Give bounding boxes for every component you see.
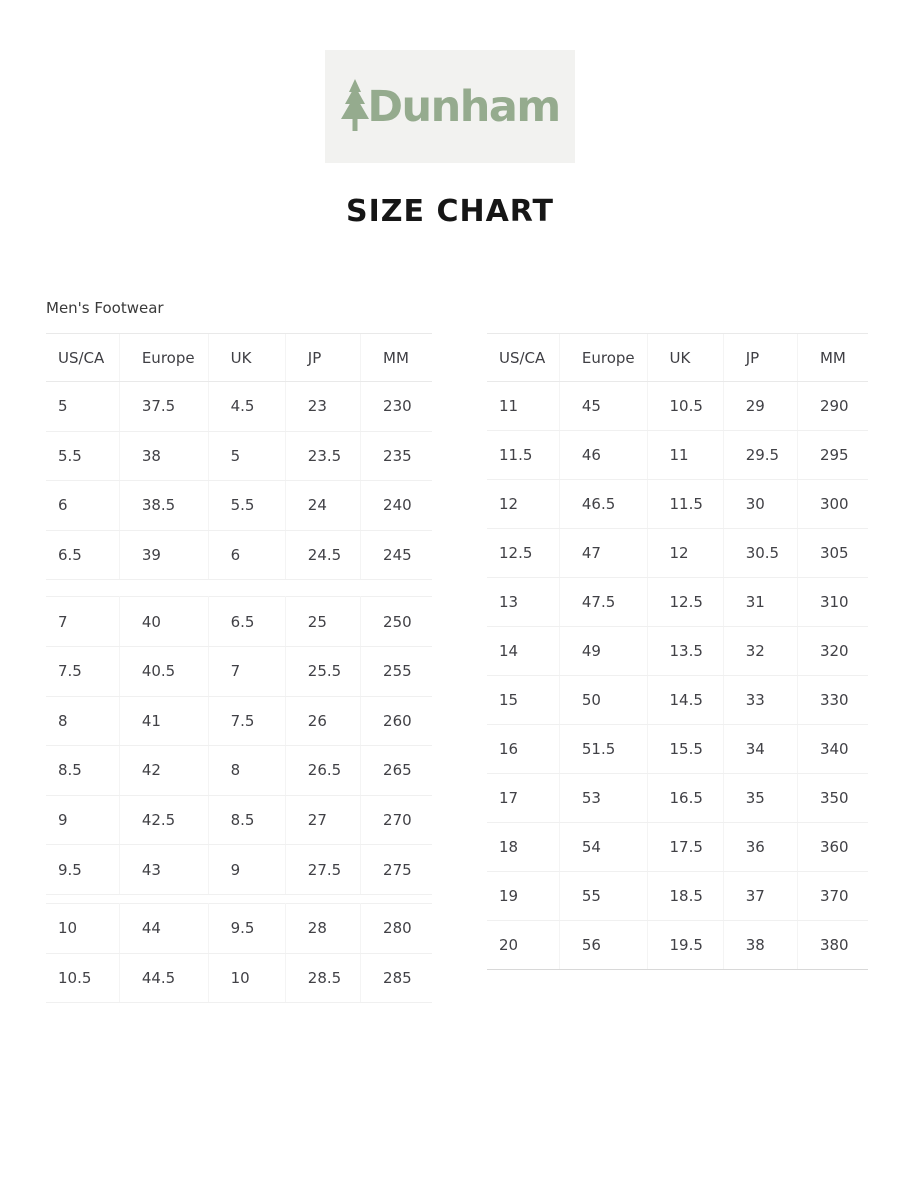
table-cell: 5.5 [208,481,285,531]
table-cell: 46 [559,431,647,480]
table-cell: 40 [119,597,208,647]
table-row [46,845,432,895]
table-cell: 42 [119,746,208,796]
table-cell: 24 [285,481,360,531]
table-cell: 9.5 [46,845,119,895]
table-cell: 27.5 [285,845,360,895]
table-cell: 270 [361,795,432,845]
table-cell: 31 [723,578,797,627]
table-row [46,903,432,953]
table-row [46,481,432,531]
table-row [487,431,868,480]
table-row [487,529,868,578]
table-cell: 10.5 [647,382,723,431]
table-cell: 19.5 [647,921,723,970]
table-cell: 14.5 [647,676,723,725]
table-cell: 380 [797,921,868,970]
table-cell: 15.5 [647,725,723,774]
table-cell: 310 [797,578,868,627]
table-cell: 360 [797,823,868,872]
column-header: UK [647,334,723,382]
size-table-right [487,333,868,970]
table-cell: 25 [285,597,360,647]
table-cell: 17.5 [647,823,723,872]
table-body [46,382,432,580]
table-cell: 290 [797,382,868,431]
table-cell: 29 [723,382,797,431]
table-cell: 26.5 [285,746,360,796]
table-cell: 37 [723,872,797,921]
table-cell: 40.5 [119,646,208,696]
table-cell: 38 [119,431,208,481]
column-header: MM [797,334,868,382]
size-table-left-section-2 [46,596,432,895]
table-cell: 43 [119,845,208,895]
brand-name: Dunham [367,81,560,132]
table-row [487,725,868,774]
table-row [46,696,432,746]
table-cell: 18 [487,823,559,872]
table-cell: 9.5 [208,903,285,953]
table-cell: 41 [119,696,208,746]
column-header: US/CA [487,334,559,382]
table-cell: 5 [208,431,285,481]
table-cell: 54 [559,823,647,872]
table-cell: 56 [559,921,647,970]
table-cell: 320 [797,627,868,676]
table-cell: 37.5 [119,382,208,432]
table-cell: 10 [208,953,285,1003]
table-row [487,774,868,823]
table-cell: 15 [487,676,559,725]
table-cell: 4.5 [208,382,285,432]
column-header: Europe [559,334,647,382]
table-cell: 11 [487,382,559,431]
table-row [46,431,432,481]
table-cell: 280 [361,903,432,953]
table-row [46,795,432,845]
table-cell: 12.5 [487,529,559,578]
column-header: JP [723,334,797,382]
table-cell: 275 [361,845,432,895]
table-row [487,578,868,627]
table-cell: 28.5 [285,953,360,1003]
table-body [46,597,432,895]
table-cell: 9 [208,845,285,895]
table-cell: 9 [46,795,119,845]
column-header: JP [285,334,360,382]
table-cell: 38.5 [119,481,208,531]
table-cell: 44 [119,903,208,953]
table-cell: 8 [208,746,285,796]
size-table-left-section-3 [46,903,432,1003]
right-size-table-column [487,333,868,970]
table-cell: 42.5 [119,795,208,845]
table-cell: 34 [723,725,797,774]
table-cell: 245 [361,530,432,580]
table-cell: 260 [361,696,432,746]
table-cell: 30.5 [723,529,797,578]
table-row [487,382,868,431]
table-cell: 50 [559,676,647,725]
table-cell: 250 [361,597,432,647]
table-cell: 46.5 [559,480,647,529]
left-size-table-column [46,296,432,1003]
table-cell: 5.5 [46,431,119,481]
table-cell: 53 [559,774,647,823]
table-cell: 45 [559,382,647,431]
table-row [487,627,868,676]
table-cell: 23 [285,382,360,432]
table-cell: 32 [723,627,797,676]
table-cell: 17 [487,774,559,823]
table-cell: 36 [723,823,797,872]
table-row [46,746,432,796]
table-cell: 7 [208,646,285,696]
table-cell: 11.5 [487,431,559,480]
table-row [487,921,868,970]
table-cell: 350 [797,774,868,823]
table-row [46,953,432,1003]
table-cell: 8.5 [208,795,285,845]
table-cell: 11 [647,431,723,480]
table-cell: 28 [285,903,360,953]
table-cell: 13.5 [647,627,723,676]
table-cell: 7 [46,597,119,647]
table-cell: 8 [46,696,119,746]
table-cell: 7.5 [208,696,285,746]
table-cell: 51.5 [559,725,647,774]
table-cell: 38 [723,921,797,970]
header-row [487,334,868,382]
table-cell: 55 [559,872,647,921]
table-cell: 6 [46,481,119,531]
table-cell: 7.5 [46,646,119,696]
table-cell: 47.5 [559,578,647,627]
table-cell: 230 [361,382,432,432]
table-cell: 240 [361,481,432,531]
table-row [46,382,432,432]
table-cell: 30 [723,480,797,529]
table-row [487,872,868,921]
table-cell: 255 [361,646,432,696]
table-cell: 285 [361,953,432,1003]
table-row [487,480,868,529]
header-row [46,334,432,382]
table-cell: 29.5 [723,431,797,480]
table-body [487,382,868,970]
table-cell: 16.5 [647,774,723,823]
table-cell: 340 [797,725,868,774]
table-cell: 8.5 [46,746,119,796]
table-cell: 23.5 [285,431,360,481]
table-cell: 265 [361,746,432,796]
table-cell: 5 [46,382,119,432]
table-cell: 235 [361,431,432,481]
table-cell: 12 [487,480,559,529]
page-title: SIZE CHART [345,194,555,229]
table-cell: 300 [797,480,868,529]
column-header: US/CA [46,334,119,382]
pine-tree-icon [340,79,370,131]
table-cell: 330 [797,676,868,725]
table-cell: 27 [285,795,360,845]
column-header: Europe [119,334,208,382]
table-cell: 10 [46,903,119,953]
table-cell: 6.5 [208,597,285,647]
table-row [46,646,432,696]
table-cell: 39 [119,530,208,580]
table-cell: 24.5 [285,530,360,580]
table-cell: 14 [487,627,559,676]
table-cell: 305 [797,529,868,578]
table-cell: 6.5 [46,530,119,580]
table-cell: 33 [723,676,797,725]
size-table-left-section-1 [46,333,432,580]
table-cell: 11.5 [647,480,723,529]
column-header: UK [208,334,285,382]
table-row [46,597,432,647]
table-cell: 20 [487,921,559,970]
table-cell: 18.5 [647,872,723,921]
table-row [487,676,868,725]
table-cell: 6 [208,530,285,580]
table-cell: 35 [723,774,797,823]
table-cell: 16 [487,725,559,774]
table-body [46,903,432,1002]
table-cell: 47 [559,529,647,578]
table-cell: 13 [487,578,559,627]
table-cell: 12.5 [647,578,723,627]
table-cell: 370 [797,872,868,921]
table-cell: 295 [797,431,868,480]
section-label: Men's Footwear [46,299,164,317]
brand-logo [325,50,575,163]
table-cell: 12 [647,529,723,578]
table-row [487,823,868,872]
table-cell: 44.5 [119,953,208,1003]
table-cell: 26 [285,696,360,746]
table-cell: 19 [487,872,559,921]
column-header: MM [361,334,432,382]
table-cell: 10.5 [46,953,119,1003]
table-cell: 49 [559,627,647,676]
table-row [46,530,432,580]
table-cell: 25.5 [285,646,360,696]
